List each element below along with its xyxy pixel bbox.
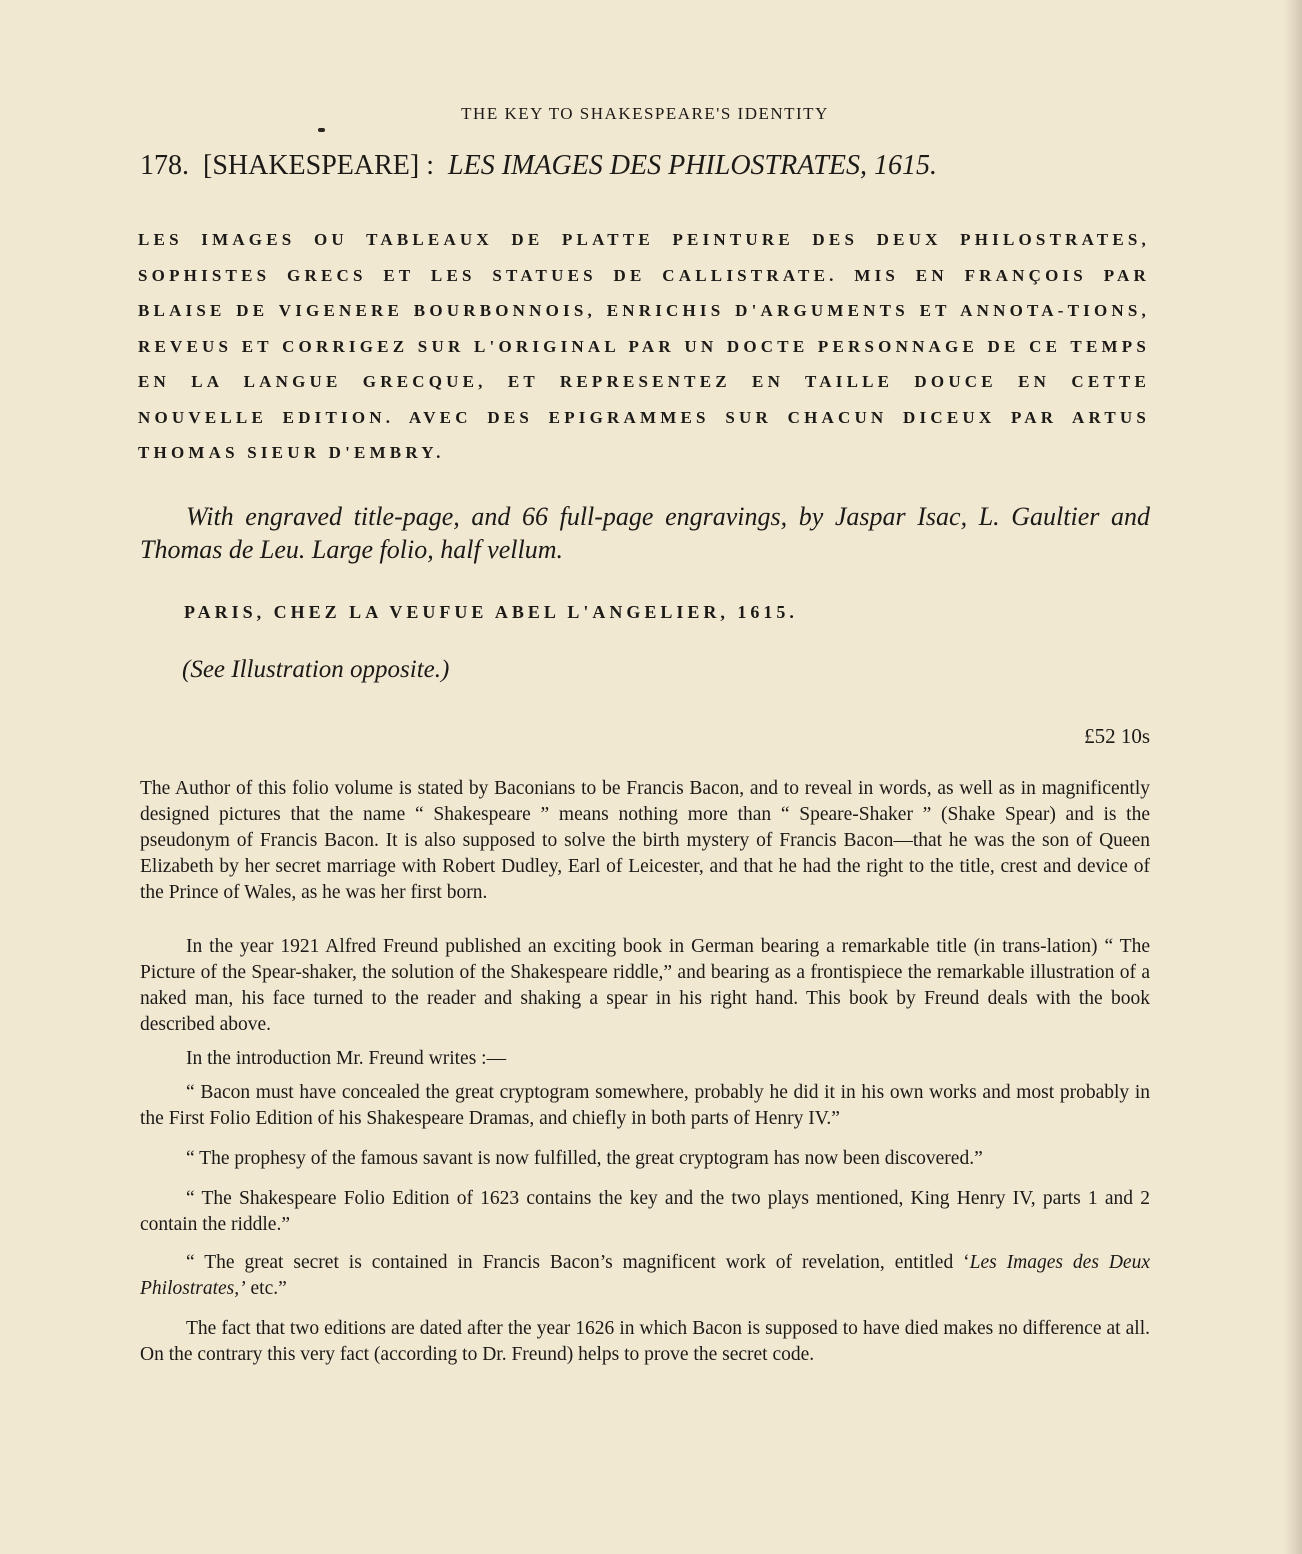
page-edge-shadow: [1284, 0, 1302, 1554]
paragraph: In the year 1921 Alfred Freund published an exciting book in German bearing a remarkable title (in trans-lation) “ The Picture of the Spear-shaker, the solution of the Shakespeare riddle,” and bearing as a frontispiece the remarkable illustration of a naked man, his face turned to the reader and shaking a spear in his right hand. This book by Freund deals with the book described above.: [140, 936, 1150, 1035]
paragraph: The Author of this folio volume is stated by Baconians to be Francis Bacon, and to reveal in words, as well as in magnificently designed pictures that the name “ Shakespeare ” means nothing more than “ Speare-Shaker ” (Shake Spear) and is the pseudonym of Francis Bacon. It is also supposed to solve the birth mystery of Francis Bacon—that he was the son of Queen Elizabeth by her secret marriage with Robert Dudley, Earl of Leicester, and that he had the right to the title, crest and device of the Prince of Wales, as he was her first born.: [140, 778, 1150, 903]
book-description: With engraved title-page, and 66 full-page engravings, by Jaspar Isac, L. Gaultier and Thomas de Leu. Large folio, half vellum.: [140, 502, 1150, 564]
entry-short-title: LES IMAGES DES PHILOSTRATES, 1615.: [448, 150, 937, 181]
quote-text-end: etc.”: [245, 1278, 287, 1299]
see-illustration-note: (See Illustration opposite.): [182, 656, 450, 683]
price: £52 10s: [1084, 724, 1150, 748]
imprint: PARIS, CHEZ LA VEUFUE ABEL L'ANGELIER, 1615.: [184, 602, 798, 622]
paragraph: In the introduction Mr. Freund writes :—: [186, 1048, 507, 1069]
quote-paragraph: “ Bacon must have concealed the great cryptogram somewhere, probably he did it in his own works and most probably in the First Folio Edition of his Shakespeare Dramas, and chiefly in both parts of Henry IV.”: [140, 1082, 1150, 1129]
paragraph: The fact that two editions are dated after the year 1626 in which Bacon is supposed to have died makes no difference at all. On the contrary this very fact (according to Dr. Freund) helps to prove the secret code.: [140, 1318, 1150, 1365]
entry-number: 178.: [140, 150, 189, 181]
running-head: THE KEY TO SHAKESPEARE'S IDENTITY: [461, 104, 829, 123]
entry-author: [SHAKESPEARE] :: [203, 150, 435, 181]
entry-heading: [140, 150, 937, 182]
quote-text: “ The great secret is contained in Francis Bacon’s magnificent work of revelation, entitled ‘: [186, 1252, 970, 1273]
ink-mark: [318, 128, 325, 132]
quote-paragraph: “ The Shakespeare Folio Edition of 1623 contains the key and the two plays mentioned, King Henry IV, parts 1 and 2 contain the riddle.”: [140, 1188, 1150, 1235]
quote-paragraph: [140, 1250, 1150, 1302]
quoted-title: Les Images des Deux Philostrates,’: [140, 1252, 1150, 1299]
full-title: LES IMAGES OU TABLEAUX DE PLATTE PEINTURE DES DEUX PHILOSTRATES, SOPHISTES GRECS ET LES STATUES DE CALLISTRATE. MIS EN FRANÇOIS PAR BLAISE DE VIGENERE BOURBONNOIS, ENRICHIS D'ARGUMENTS ET ANNOTA-TIONS, REVEUS ET CORRIGEZ SUR L'ORIGINAL PAR UN DOCTE PERSONNAGE DE CE TEMPS EN LA LANGUE GRECQUE, ET REPRESENTEZ EN TAILLE DOUCE EN CETTE NOUVELLE EDITION. AVEC DES EPIGRAMMES SUR CHACUN DICEUX PAR ARTUS THOMAS SIEUR D'EMBRY.: [138, 230, 1150, 462]
quote-paragraph: “ The prophesy of the famous savant is now fulfilled, the great cryptogram has now been discovered.”: [186, 1148, 983, 1169]
body-text: [140, 776, 1150, 1368]
